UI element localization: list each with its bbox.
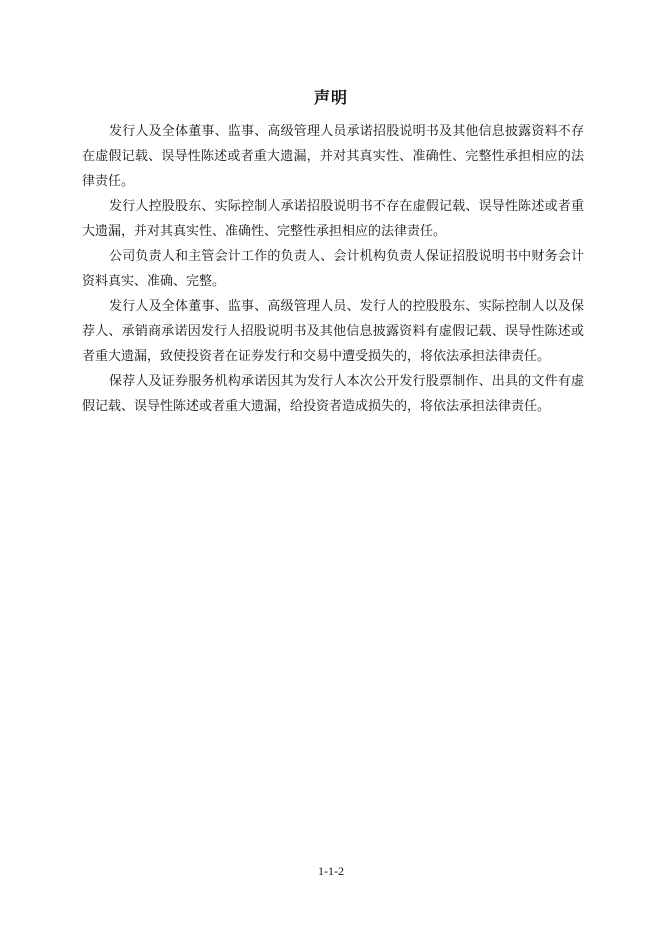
declaration-body [82,119,584,419]
paragraph-5: 保荐人及证券服务机构承诺因其为发行人本次公开发行股票制作、出具的文件有虚假记载、误导性陈述或者重大遗漏，给投资者造成损失的，将依法承担法律责任。 [82,374,584,414]
paragraph-2: 发行人控股股东、实际控制人承诺招股说明书不存在虚假记载、误导性陈述或者重大遗漏，并对其真实性、准确性、完整性承担相应的法律责任。 [82,199,584,239]
paragraph-3: 公司负责人和主管会计工作的负责人、会计机构负责人保证招股说明书中财务会计资料真实、准确、完整。 [82,249,584,289]
paragraph-1: 发行人及全体董事、监事、高级管理人员承诺招股说明书及其他信息披露资料不存在虚假记载、误导性陈述或者重大遗漏，并对其真实性、准确性、完整性承担相应的法律责任。 [82,124,584,189]
page-title: 声明 [313,88,348,107]
paragraph-4: 发行人及全体董事、监事、高级管理人员、发行人的控股股东、实际控制人以及保荐人、承销商承诺因发行人招股说明书及其他信息披露资料有虚假记载、误导性陈述或者重大遗漏，致使投资者在证券发行和交易中遭受损失的，将依法承担法律责任。 [82,299,584,364]
page-number: 1-1-2 [318,864,344,878]
